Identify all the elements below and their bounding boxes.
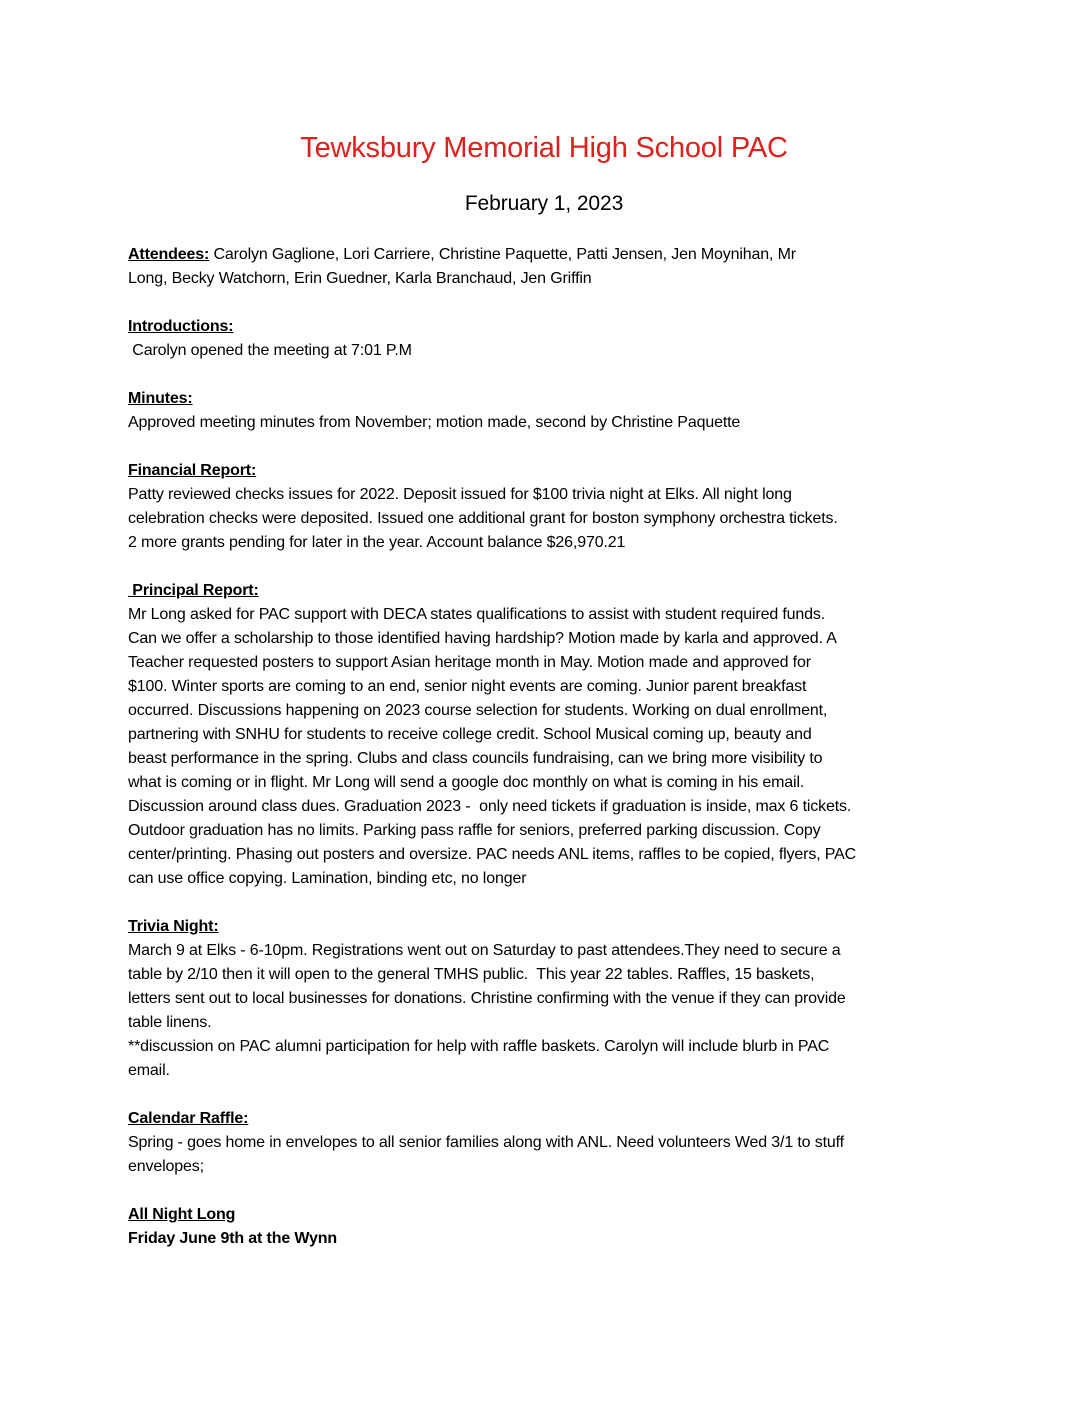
financial-report-heading: Financial Report: [128,462,257,479]
principal-report-text-9: Discussion around class dues. Graduation 2023 - only need tickets if graduation is inside, max 6 tickets. [128,798,852,815]
meeting-date: February 1, 2023 [464,192,624,215]
attendees-text-2: Long, Becky Watchorn, Erin Guedner, Karla Branchaud, Jen Griffin [128,270,592,287]
attendees-text-1: Carolyn Gaglione, Lori Carriere, Christine Paquette, Patti Jensen, Jen Moynihan, Mr [209,246,796,263]
attendees-heading: Attendees: [128,246,210,263]
trivia-night-text-2: table by 2/10 then it will open to the general TMHS public. This year 22 tables. Raffles, 15 baskets, [128,966,815,983]
principal-report-text-7: beast performance in the spring. Clubs and class councils fundraising, can we bring more visibility to [128,750,823,767]
section-financial-report [128,459,968,555]
calendar-raffle-text-2: envelopes; [128,1158,204,1175]
section-trivia-night [128,915,968,1083]
principal-report-heading: Principal Report: [128,582,259,599]
trivia-night-text-1: March 9 at Elks - 6-10pm. Registrations went out on Saturday to past attendees.They need to secure a [128,942,841,959]
principal-report-text-4: $100. Winter sports are coming to an end, senior night events are coming. Junior parent breakfast [128,678,807,695]
trivia-night-text-5: **discussion on PAC alumni participation for help with raffle baskets. Carolyn will include blurb in PAC [128,1038,830,1055]
page-title: Tewksbury Memorial High School PAC [300,132,788,164]
principal-report-text-2: Can we offer a scholarship to those identified having hardship? Motion made by karla and approved. A [128,630,837,647]
trivia-night-heading: Trivia Night: [128,918,219,935]
principal-report-text-12: can use office copying. Lamination, binding etc, no longer [128,870,527,887]
principal-report-text-1: Mr Long asked for PAC support with DECA states qualifications to assist with student required funds. [128,606,826,623]
section-principal-report [128,579,968,891]
principal-report-text-10: Outdoor graduation has no limits. Parking pass raffle for seniors, preferred parking discussion. Copy [128,822,821,839]
principal-report-text-8: what is coming or in flight. Mr Long will send a google doc monthly on what is coming in his email. [128,774,805,791]
section-calendar-raffle [128,1107,968,1179]
section-attendees [128,243,968,291]
principal-report-text-3: Teacher requested posters to support Asian heritage month in May. Motion made and approved for [128,654,811,671]
calendar-raffle-text-1: Spring - goes home in envelopes to all senior families along with ANL. Need volunteers Wed 3/1 to stuff [128,1134,844,1151]
calendar-raffle-heading: Calendar Raffle: [128,1110,249,1127]
section-minutes [128,387,968,435]
principal-report-text-5: occurred. Discussions happening on 2023 course selection for students. Working on dual enrollment, [128,702,828,719]
minutes-heading: Minutes: [128,390,193,407]
introductions-heading: Introductions: [128,318,234,335]
financial-report-text-3: 2 more grants pending for later in the year. Account balance $26,970.21 [128,534,626,551]
attendees-line-1 [128,243,968,267]
financial-report-text-1: Patty reviewed checks issues for 2022. Deposit issued for $100 trivia night at Elks. All night long [128,486,792,503]
trivia-night-text-4: table linens. [128,1014,212,1031]
all-night-long-heading: All Night Long [128,1206,236,1223]
minutes-text-1: Approved meeting minutes from November; motion made, second by Christine Paquette [128,414,741,431]
all-night-long-text-1: Friday June 9th at the Wynn [128,1230,338,1247]
minutes-body [128,243,968,1275]
introductions-text-1: Carolyn opened the meeting at 7:01 P.M [128,342,412,359]
section-introductions [128,315,968,363]
trivia-night-text-3: letters sent out to local businesses for donations. Christine confirming with the venue if they can provide [128,990,846,1007]
financial-report-text-2: celebration checks were deposited. Issued one additional grant for boston symphony orchestra tickets. [128,510,838,527]
section-all-night-long [128,1203,968,1251]
principal-report-text-6: partnering with SNHU for students to receive college credit. School Musical coming up, beauty and [128,726,812,743]
trivia-night-text-6: email. [128,1062,170,1079]
principal-report-text-11: center/printing. Phasing out posters and oversize. PAC needs ANL items, raffles to be copied, flyers, PAC [128,846,857,863]
